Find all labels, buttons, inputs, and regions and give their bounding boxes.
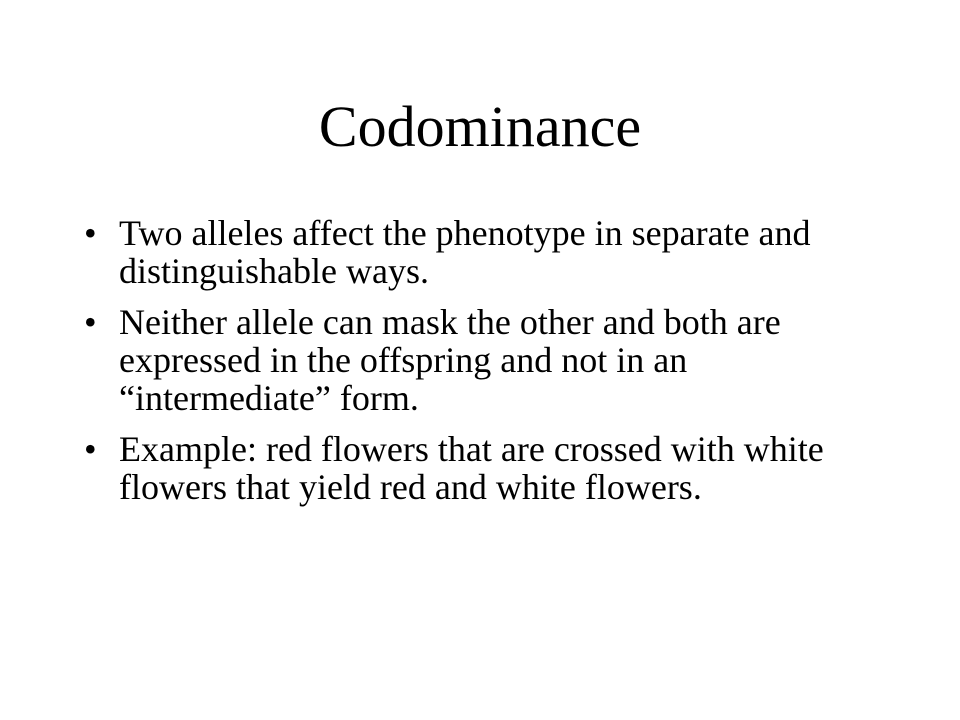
bullet-item [84, 214, 884, 290]
bullet-item [84, 430, 884, 506]
bullet-text: Example: red flowers that are crossed with white flowers that yield red and white flowers. [119, 429, 824, 507]
bullet-item [84, 303, 884, 417]
bullet-text: Two alleles affect the phenotype in separate and distinguishable ways. [119, 213, 811, 291]
bullet-icon: • [84, 302, 97, 342]
bullet-icon: • [84, 213, 97, 253]
bullet-icon: • [84, 429, 97, 469]
bullet-text: Neither allele can mask the other and both are expressed in the offspring and not in an “intermediate” form. [119, 302, 781, 418]
slide-title: Codominance [318, 94, 642, 159]
bullet-list [84, 214, 884, 519]
